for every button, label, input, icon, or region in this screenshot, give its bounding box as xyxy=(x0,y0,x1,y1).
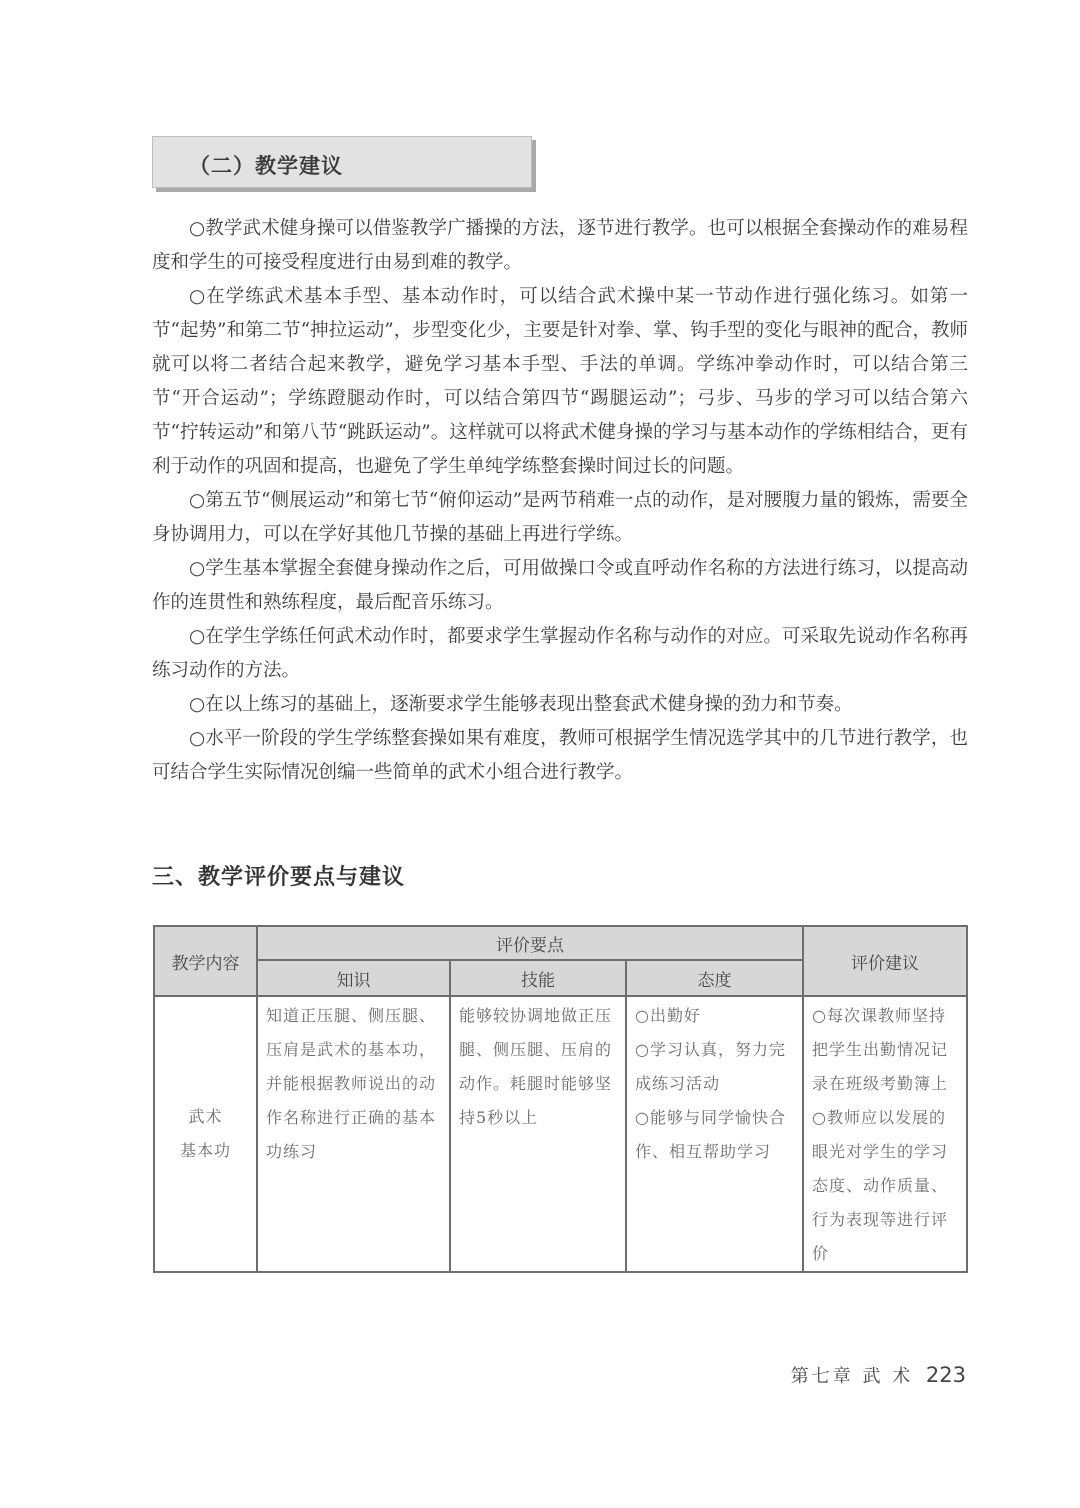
paragraph: ○水平一阶段的学生学练整套操如果有难度，教师可根据学生情况选学其中的几节进行教学，也可结合学生实际情况创编一些简单的武术小组合进行教学。 xyxy=(152,728,968,783)
evaluation-heading: 三、教学评价要点与建议 xyxy=(152,865,406,890)
evaluation-table xyxy=(153,925,968,1273)
list-item: ○学习认真，努力完成练习活动 xyxy=(635,1040,786,1093)
page-footer xyxy=(791,1362,966,1388)
header-attitude: 态度 xyxy=(626,960,803,996)
paragraph: ○在学练武术基本手型、基本动作时，可以结合武术操中某一节动作进行强化练习。如第一节“起势”和第二节“抻拉运动”，步型变化少，主要是针对拳、掌、钩手型的变化与眼神的配合，教师就可以将二者结合起来教学，避免学习基本手型、手法的单调。学练冲拳动作时，可以结合第三节“开合运动”；学练蹬腿动作时，可以结合第四节“踢腿运动”；弓步、马步的学习可以结合第六节“拧转运动”和第八节“跳跃运动”。这样就可以将武术健身操的学习与基本动作的学练相结合，更有利于动作的巩固和提高，也避免了学生单纯学练整套操时间过长的问题。 xyxy=(152,286,968,477)
cell-content: 武术 基本功 xyxy=(154,996,257,1272)
section-title: （二）教学建议 xyxy=(189,154,343,178)
table-row xyxy=(154,996,967,1272)
cell-knowledge: 知道正压腿、侧压腿、压肩是武术的基本功，并能根据教师说出的动作名称进行正确的基本功练习 xyxy=(257,996,450,1272)
header-suggestion: 评价建议 xyxy=(803,926,967,996)
header-content: 教学内容 xyxy=(154,926,257,996)
header-skill: 技能 xyxy=(450,960,626,996)
teaching-suggestions xyxy=(152,212,968,790)
paragraph: ○第五节“侧展运动”和第七节“俯仰运动”是两节稍难一点的动作，是对腰腹力量的锻炼，需要全身协调用力，可以在学好其他几节操的基础上再进行学练。 xyxy=(152,490,968,545)
cell-attitude xyxy=(626,996,803,1272)
header-evaluation-points: 评价要点 xyxy=(257,926,803,960)
list-item: ○教师应以发展的眼光对学生的学习态度、动作质量、行为表现等进行评价 xyxy=(812,1108,949,1263)
paragraph: ○在学生学练任何武术动作时，都要求学生掌握动作名称与动作的对应。可采取先说动作名称再练习动作的方法。 xyxy=(152,626,968,681)
list-item: ○能够与同学愉快合作、相互帮助学习 xyxy=(635,1108,786,1161)
table-header-row xyxy=(154,926,967,960)
list-item: ○每次课教师坚持把学生出勤情况记录在班级考勤簿上 xyxy=(812,1006,949,1093)
paragraph: ○教学武术健身操可以借鉴教学广播操的方法，逐节进行教学。也可以根据全套操动作的难易程度和学生的可接受程度进行由易到难的教学。 xyxy=(152,218,968,273)
page-number: 223 xyxy=(925,1363,966,1387)
section-title-box xyxy=(152,136,532,188)
paragraph: ○在以上练习的基础上，逐渐要求学生能够表现出整套武术健身操的劲力和节奏。 xyxy=(189,694,853,715)
chapter-label: 第七章 武 术 xyxy=(790,1366,914,1387)
paragraph: ○学生基本掌握全套健身操动作之后，可用做操口令或直呼动作名称的方法进行练习，以提高动作的连贯性和熟练程度，最后配音乐练习。 xyxy=(152,558,968,613)
cell-suggestion xyxy=(803,996,967,1272)
header-knowledge: 知识 xyxy=(257,960,450,996)
cell-skill: 能够较协调地做正压腿、侧压腿、压肩的动作。耗腿时能够坚持5秒以上 xyxy=(450,996,626,1272)
list-item: ○出勤好 xyxy=(635,1006,701,1025)
